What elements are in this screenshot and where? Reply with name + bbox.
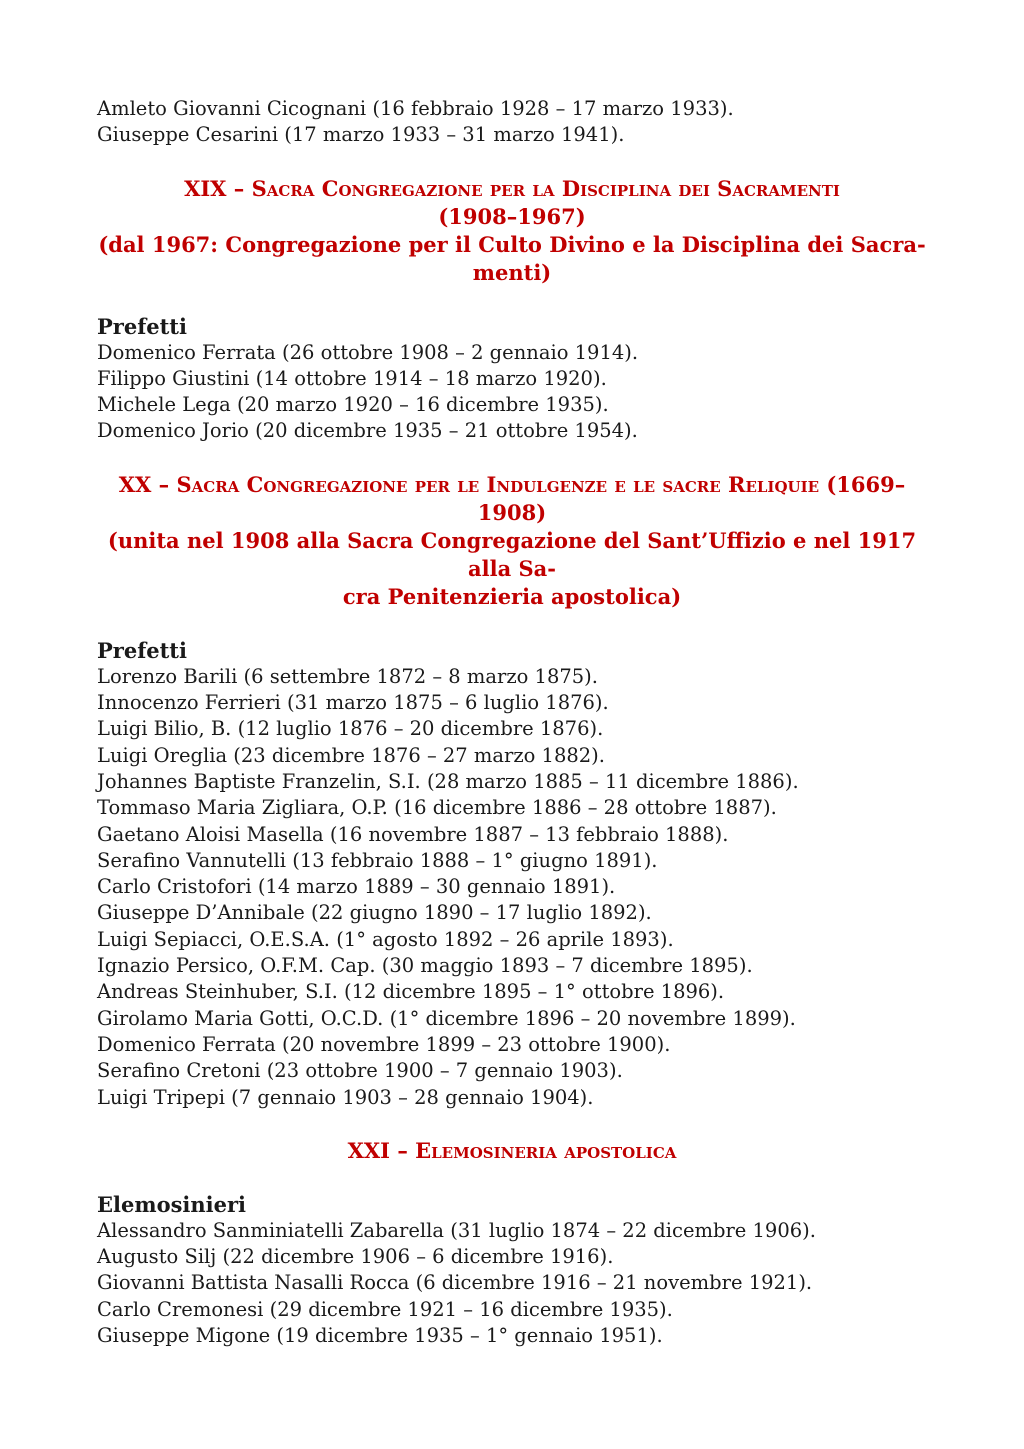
section-xix (97, 175, 927, 445)
list-item: Giuseppe D’Annibale (22 giugno 1890 – 17 luglio 1892). (97, 901, 652, 925)
intro-line: Giuseppe Cesarini (17 marzo 1933 – 31 marzo 1941). (97, 123, 625, 147)
list-item: Domenico Ferrata (20 novembre 1899 – 23 ottobre 1900). (97, 1032, 671, 1056)
list-item: Luigi Tripepi (7 gennaio 1903 – 28 gennaio 1904). (97, 1085, 594, 1109)
list-item: Gaetano Aloisi Masella (16 novembre 1887 – 13 febbraio 1888). (97, 822, 729, 846)
section-label: Elemosinieri (97, 1191, 247, 1217)
section-xx (97, 471, 927, 1111)
list-item: Luigi Bilio, B. (12 luglio 1876 – 20 dicembre 1876). (97, 717, 604, 741)
list-item: Alessandro Sanminiatelli Zabarella (31 luglio 1874 – 22 dicembre 1906). (97, 1218, 816, 1242)
section-label: Prefetti (97, 313, 187, 339)
list-item: Filippo Giustini (14 ottobre 1914 – 18 marzo 1920). (97, 366, 607, 390)
section-title: XXI – Elemosineria apostolica (347, 1137, 677, 1163)
list-item: Giuseppe Migone (19 dicembre 1935 – 1° gennaio 1951). (97, 1324, 663, 1348)
list-item: Innocenzo Ferrieri (31 marzo 1875 – 6 luglio 1876). (97, 691, 609, 715)
section-xxi (97, 1137, 927, 1349)
list-item: Augusto Silj (22 dicembre 1906 – 6 dicembre 1916). (97, 1245, 614, 1269)
list-item: Domenico Jorio (20 dicembre 1935 – 21 ottobre 1954). (97, 419, 638, 443)
section-label: Prefetti (97, 637, 187, 663)
list-item: Serafino Vannutelli (13 febbraio 1888 – 1° giugno 1891). (97, 848, 658, 872)
list-item: Luigi Sepiacci, O.E.S.A. (1° agosto 1892 – 26 aprile 1893). (97, 927, 674, 951)
list-item: Andreas Steinhuber, S.I. (12 dicembre 1895 – 1° ottobre 1896). (97, 980, 725, 1004)
list-item: Johannes Baptiste Franzelin, S.I. (28 marzo 1885 – 11 dicembre 1886). (97, 769, 799, 793)
section-subtitle: (unita nel 1908 alla Sacra Congregazione del Sant’Uffizio e nel 1917 alla Sa- (107, 527, 917, 581)
section-title: XIX – Sacra Congregazione per la Disciplina dei Sacramenti (184, 175, 840, 201)
list-item: Ignazio Persico, O.F.M. Cap. (30 maggio 1893 – 7 dicembre 1895). (97, 954, 753, 978)
section-heading (97, 471, 927, 611)
list-item: Luigi Oreglia (23 dicembre 1876 – 27 marzo 1882). (97, 743, 605, 767)
list-item: Carlo Cremonesi (29 dicembre 1921 – 16 dicembre 1935). (97, 1297, 673, 1321)
list-item: Girolamo Maria Gotti, O.C.D. (1° dicembre 1896 – 20 novembre 1899). (97, 1006, 796, 1030)
section-subtitle: (1908–1967) (438, 203, 586, 229)
section-subtitle: (dal 1967: Congregazione per il Culto Divino e la Disciplina dei Sacra- (98, 231, 926, 257)
section-heading (97, 1137, 927, 1165)
list-item: Lorenzo Barili (6 settembre 1872 – 8 marzo 1875). (97, 664, 598, 688)
list-item: Michele Lega (20 marzo 1920 – 16 dicembre 1935). (97, 393, 609, 417)
list-item: Giovanni Battista Nasalli Rocca (6 dicembre 1916 – 21 novembre 1921). (97, 1271, 813, 1295)
section-title: XX – Sacra Congregazione per le Indulgenze e le sacre Reliquie (1669–1908) (118, 471, 906, 525)
list-item: Carlo Cristofori (14 marzo 1889 – 30 gennaio 1891). (97, 875, 616, 899)
section-heading (97, 175, 927, 287)
list-item: Domenico Ferrata (26 ottobre 1908 – 2 gennaio 1914). (97, 340, 639, 364)
page-content (97, 96, 927, 1349)
section-subtitle: menti) (472, 259, 552, 285)
intro-line: Amleto Giovanni Cicognani (16 febbraio 1928 – 17 marzo 1933). (97, 97, 734, 120)
list-item: Tommaso Maria Zigliara, O.P. (16 dicembre 1886 – 28 ottobre 1887). (97, 796, 777, 820)
list-item: Serafino Cretoni (23 ottobre 1900 – 7 gennaio 1903). (97, 1059, 623, 1083)
section-subtitle: cra Penitenzieria apostolica) (342, 583, 682, 609)
